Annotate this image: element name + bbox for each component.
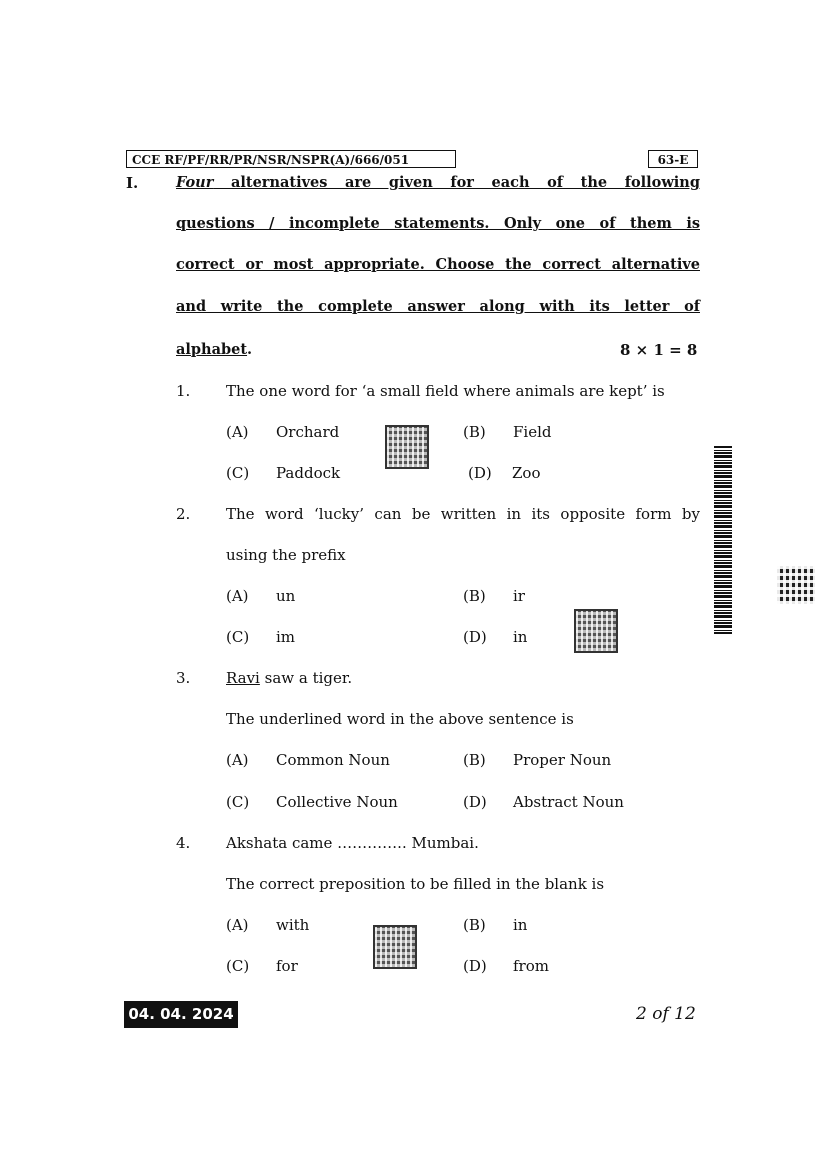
q4-option-d-text: from [513,957,549,975]
instruction-line-4: and write the complete answer along with its letter of [176,298,700,315]
q4-option-c-letter: (C) [226,957,250,975]
qr-code-icon [373,925,417,969]
instruction-four: Four [176,174,214,191]
question-3-number: 3. [176,669,191,687]
q1-option-b-text: Field [513,423,552,441]
instruction-line-5-text: alphabet [176,341,248,358]
question-3-sentence [226,669,352,687]
q2-option-b-letter: (B) [463,587,486,605]
q2-option-d-letter: (D) [463,628,487,646]
question-2-text-line-1: The word ‘lucky’ can be written in its opposite form by [226,505,700,523]
paper-number: 63-E [657,153,689,167]
q4-option-b-text: in [513,916,528,934]
q1-option-a-text: Orchard [276,423,340,441]
marks-allotment: 8 × 1 = 8 [620,341,698,359]
q2-option-a-text: un [276,587,296,605]
q3-option-d-text: Abstract Noun [513,793,624,811]
q1-option-d-letter: (D) [468,464,492,482]
question-2-text-line-2: using the prefix [226,546,346,564]
q4-option-b-letter: (B) [463,916,486,934]
q2-option-c-text: im [276,628,296,646]
question-4-text: The correct preposition to be filled in the blank is [226,875,605,893]
q3-option-b-text: Proper Noun [513,751,612,769]
q1-option-b-letter: (B) [463,423,486,441]
qr-code-icon [385,425,429,469]
question-1-number: 1. [176,382,191,400]
section-number: I. [126,174,139,192]
paper-code-box [126,150,456,168]
barcode-icon [714,446,732,634]
q4-option-a-letter: (A) [226,916,249,934]
exam-date: 04. 04. 2024 [124,1001,238,1028]
q3-option-b-letter: (B) [463,751,486,769]
q1-option-a-letter: (A) [226,423,249,441]
question-3-underlined-word: Ravi [226,669,260,687]
q3-option-a-letter: (A) [226,751,249,769]
question-2-number: 2. [176,505,191,523]
q2-option-b-text: ir [513,587,525,605]
q4-option-d-letter: (D) [463,957,487,975]
instruction-line-5: alphabet. [176,341,253,358]
instruction-line-1 [176,174,700,191]
paper-code: CCE RF/PF/RR/PR/NSR/NSPR(A)/666/051 [132,153,410,167]
q1-option-c-text: Paddock [276,464,341,482]
q2-option-a-letter: (A) [226,587,249,605]
q3-option-c-text: Collective Noun [276,793,398,811]
q3-option-c-letter: (C) [226,793,250,811]
q1-option-d-text: Zoo [512,464,541,482]
question-3-sentence-rest: saw a tiger. [264,669,353,687]
question-1-text: The one word for ‘a small field where animals are kept’ is [226,382,665,400]
q2-option-c-letter: (C) [226,628,250,646]
q3-option-d-letter: (D) [463,793,487,811]
qr-code-icon [574,609,618,653]
q4-option-a-text: with [276,916,310,934]
page-number: 2 of 12 [636,1004,696,1024]
paper-number-box [648,150,698,168]
q3-option-a-text: Common Noun [276,751,390,769]
q2-option-d-text: in [513,628,528,646]
instruction-line-3: correct or most appropriate. Choose the correct alternative [176,256,700,273]
question-4-sentence: Akshata came ………….. Mumbai. [226,834,479,852]
q1-option-c-letter: (C) [226,464,250,482]
instruction-line-1-text: alternatives are given for each of the following [230,174,700,191]
question-3-text: The underlined word in the above sentence is [226,710,574,728]
qr-code-icon [777,566,815,604]
instruction-line-2: questions / incomplete statements. Only one of them is [176,215,700,232]
q4-option-c-text: for [276,957,298,975]
question-4-number: 4. [176,834,191,852]
